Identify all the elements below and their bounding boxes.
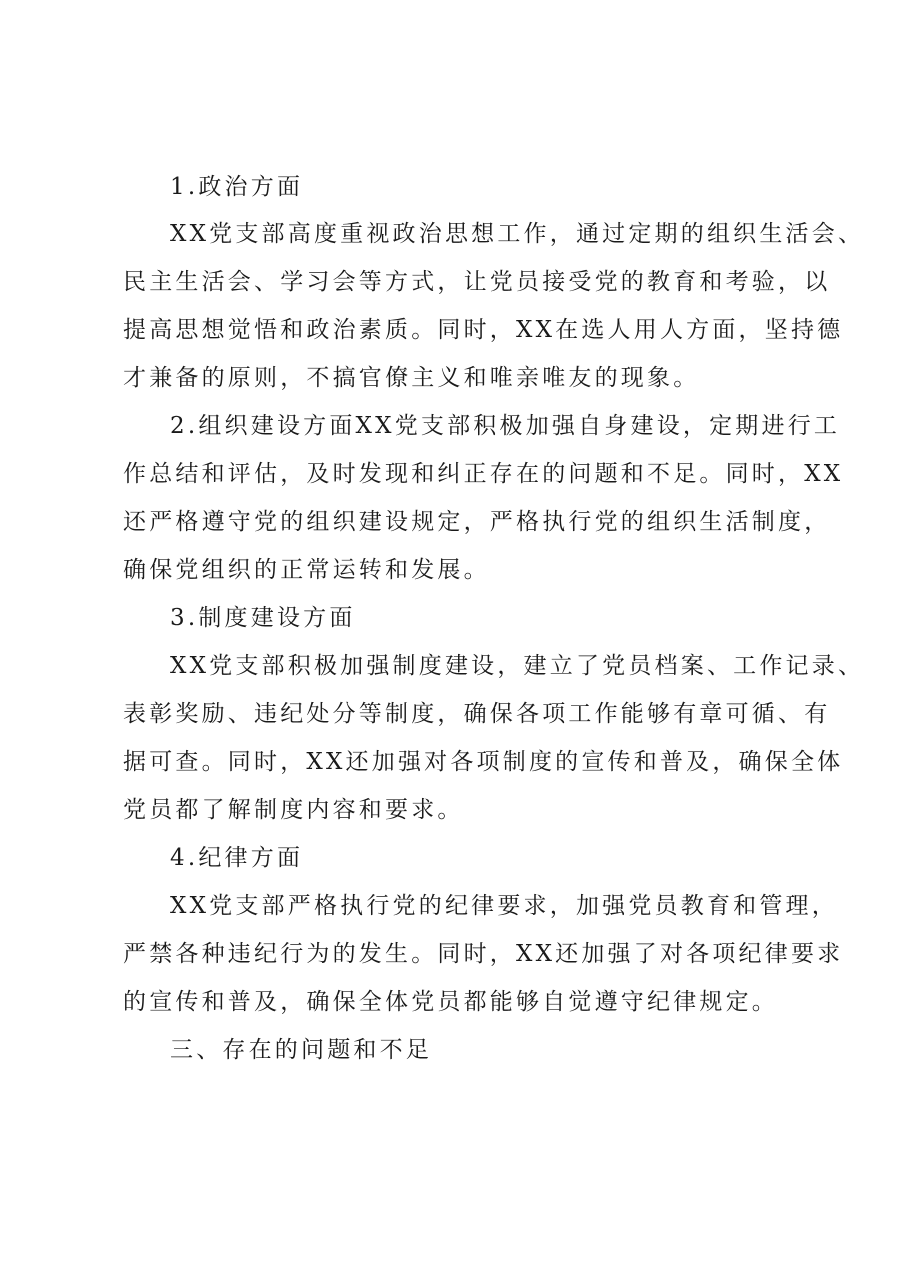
paragraph-line: 2.组织建设方面XX党支部积极加强自身建设，定期进行工 <box>170 413 841 439</box>
paragraph-line: 表彰奖励、违纪处分等制度，确保各项工作能够有章可循、有 <box>123 701 831 727</box>
section-heading: 三、存在的问题和不足 <box>170 1037 432 1063</box>
paragraph-line: 才兼备的原则，不搞官僚主义和唯亲唯友的现象。 <box>123 365 700 391</box>
paragraph-line: 民主生活会、学习会等方式，让党员接受党的教育和考验，以 <box>123 269 831 295</box>
paragraph-line: 据可查。同时，XX还加强对各项制度的宣传和普及，确保全体 <box>123 749 844 775</box>
paragraph-line: XX党支部高度重视政治思想工作，通过定期的组织生活会、 <box>170 221 865 247</box>
paragraph-line: 确保党组织的正常运转和发展。 <box>123 557 490 583</box>
paragraph-line: 党员都了解制度内容和要求。 <box>123 797 464 823</box>
paragraph-line: 作总结和评估，及时发现和纠正存在的问题和不足。同时，XX <box>123 461 844 487</box>
section-heading: 3.制度建设方面 <box>170 605 356 631</box>
paragraph-line: 还严格遵守党的组织建设规定，严格执行党的组织生活制度， <box>123 509 831 535</box>
paragraph-line: 严禁各种违纪行为的发生。同时，XX还加强了对各项纪律要求 <box>123 941 844 967</box>
paragraph-line: 的宣传和普及，确保全体党员都能够自觉遵守纪律规定。 <box>123 989 778 1015</box>
section-heading: 1.政治方面 <box>170 174 304 200</box>
paragraph-line: 提高思想觉悟和政治素质。同时，XX在选人用人方面，坚持德 <box>123 317 844 343</box>
section-heading: 4.纪律方面 <box>170 845 304 871</box>
paragraph-line: XX党支部积极加强制度建设，建立了党员档案、工作记录、 <box>170 653 865 679</box>
paragraph-line: XX党支部严格执行党的纪律要求，加强党员教育和管理， <box>170 893 838 919</box>
